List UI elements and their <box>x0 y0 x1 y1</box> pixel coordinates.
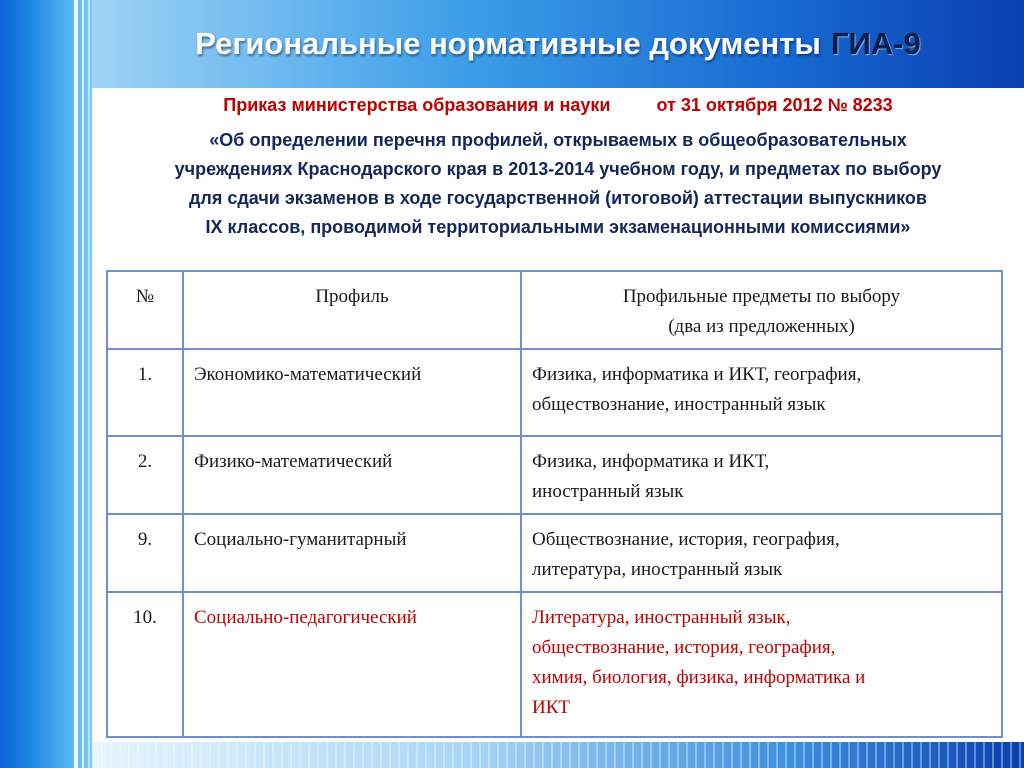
row-subjects <box>521 436 1002 514</box>
row-subjects-line: химия, биология, физика, информатика и <box>532 667 866 688</box>
row-num: 10. <box>107 592 183 737</box>
profiles-table <box>106 270 1003 738</box>
left-decorative-strip <box>0 0 92 768</box>
order-title: Приказ министерства образования и науки <box>223 95 611 115</box>
row-subjects-line: обществознание, история, география, <box>532 637 836 658</box>
header-profile: Профиль <box>183 271 521 349</box>
row-num: 2. <box>107 436 183 514</box>
order-heading <box>92 95 1024 116</box>
table-row <box>107 436 1002 514</box>
left-decorative-line <box>74 0 78 768</box>
order-description <box>92 126 1024 242</box>
order-date: от 31 октября 2012 № 8233 <box>656 95 893 115</box>
row-subjects-line: иностранный язык <box>532 481 684 502</box>
row-subjects <box>521 592 1002 737</box>
row-profile: Социально-гуманитарный <box>183 514 521 592</box>
row-profile: Экономико-математический <box>183 349 521 436</box>
row-profile: Физико-математический <box>183 436 521 514</box>
slide-title-main: Региональные нормативные документы <box>195 26 821 61</box>
row-profile: Социально-педагогический <box>183 592 521 737</box>
row-subjects <box>521 349 1002 436</box>
order-description-line: IX классов, проводимой территориальными экзаменационными комиссиями» <box>205 217 911 237</box>
order-description-line: «Об определении перечня профилей, открываемых в общеобразовательных <box>209 130 907 150</box>
order-description-line: учреждениях Краснодарского края в 2013-2014 учебном году, и предметах по выбору <box>174 159 942 179</box>
left-decorative-line <box>88 0 90 768</box>
order-description-line: для сдачи экзаменов в ходе государственной (итоговой) аттестации выпускников <box>188 188 927 208</box>
row-subjects-line: литература, иностранный язык <box>532 559 783 580</box>
row-num: 9. <box>107 514 183 592</box>
header-num: № <box>107 271 183 349</box>
table-header-row <box>107 271 1002 349</box>
row-subjects-line: Физика, информатика и ИКТ, география, <box>532 364 862 385</box>
table-row <box>107 514 1002 592</box>
table-row <box>107 592 1002 737</box>
table-row <box>107 349 1002 436</box>
row-num: 1. <box>107 349 183 436</box>
header-subjects <box>521 271 1002 349</box>
row-subjects <box>521 514 1002 592</box>
row-subjects-line: Литература, иностранный язык, <box>532 607 791 628</box>
slide-title-highlight: ГИА-9 <box>830 26 921 61</box>
row-subjects-line: обществознание, иностранный язык <box>532 394 826 415</box>
slide-header <box>92 0 1024 88</box>
left-decorative-line <box>82 0 84 768</box>
header-subjects-line: (два из предложенных) <box>668 316 855 337</box>
bottom-decorative-ticks <box>92 742 1024 768</box>
header-subjects-line: Профильные предметы по выбору <box>622 286 901 307</box>
slide-title <box>92 0 1024 88</box>
row-subjects-line: Физика, информатика и ИКТ, <box>532 451 770 472</box>
row-subjects-line: ИКТ <box>532 697 570 718</box>
row-subjects-line: Обществознание, история, география, <box>532 529 840 550</box>
